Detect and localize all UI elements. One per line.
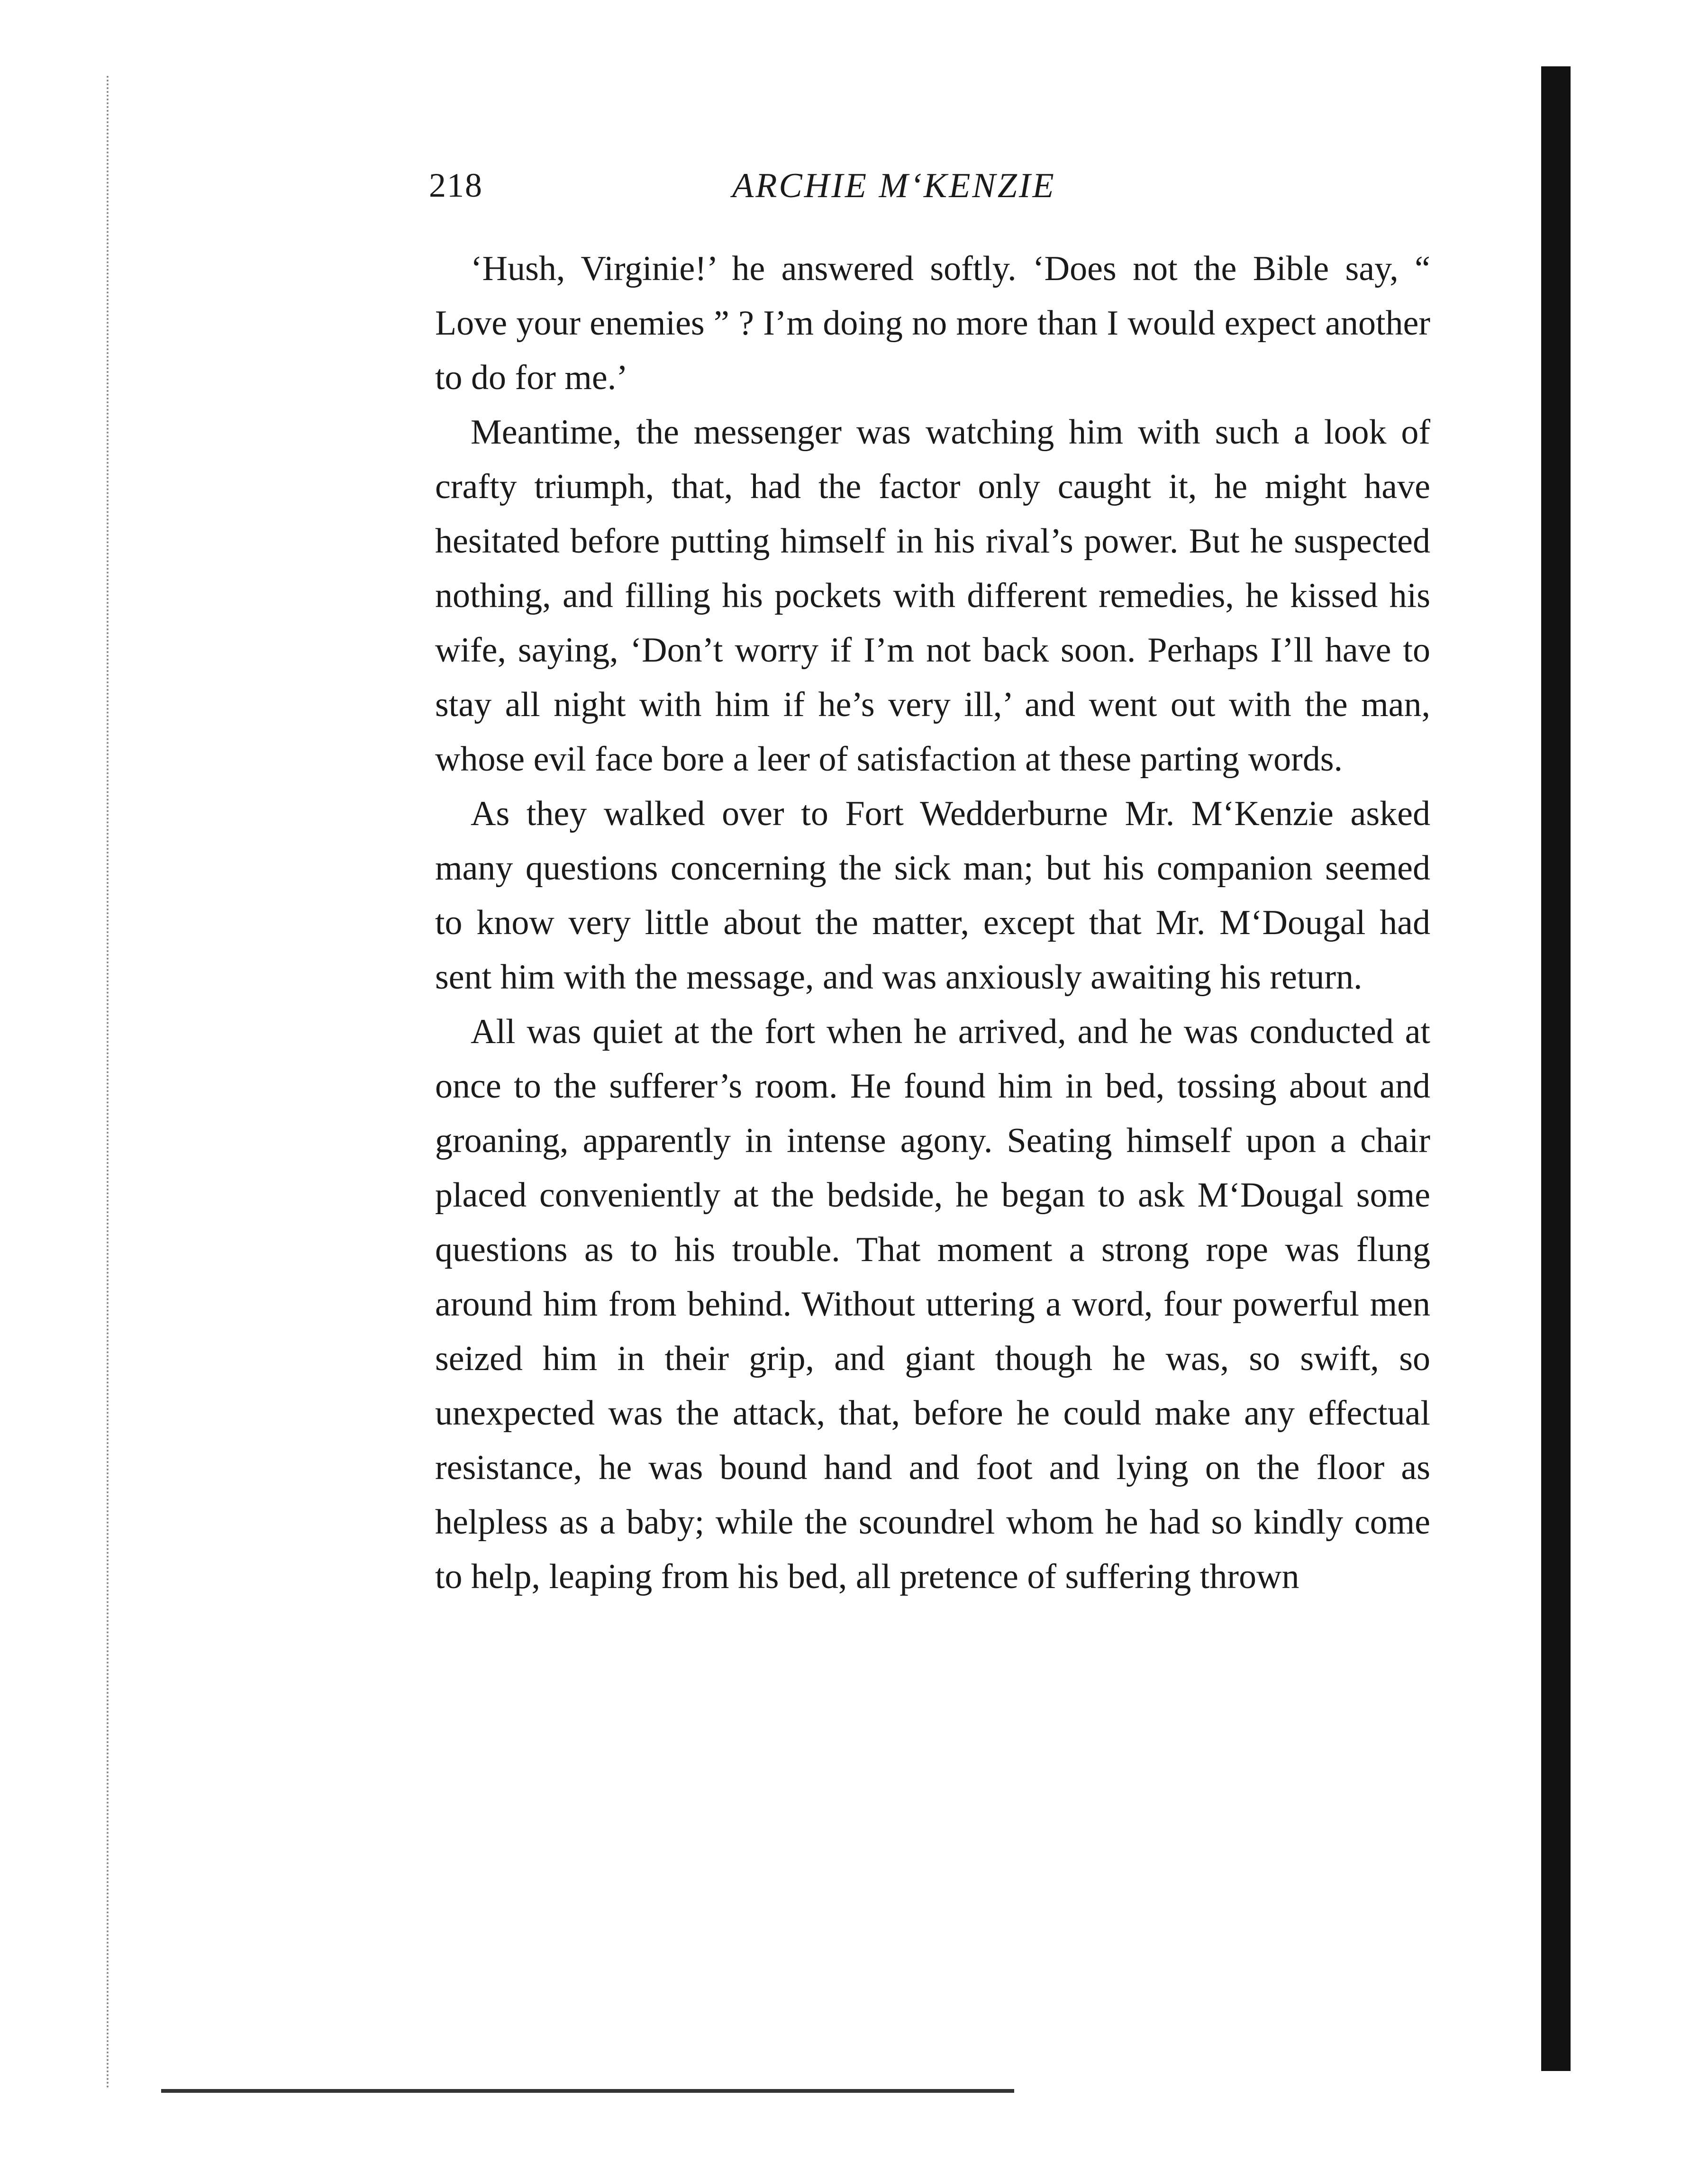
scan-edge-shadow bbox=[1541, 66, 1571, 2071]
left-margin-specks bbox=[107, 76, 118, 2090]
paragraph: ‘Hush, Virginie!’ he answered softly. ‘Does not the Bible say, “ Love your enemies ” ? I’m doing no more than I would expect another to do for me.’ bbox=[435, 249, 1430, 397]
page-header bbox=[429, 166, 1429, 223]
page-number: 218 bbox=[429, 166, 483, 204]
paragraph: Meantime, the messenger was watching him with such a look of crafty triumph, that, had the factor only caught it, he might have hesitated before putting himself in his rival’s power. But he suspected nothing, and filling his pockets with different remedies, he kissed his wife, saying, ‘Don’t worry if I’m not back soon. Perhaps I’ll have to stay all night with him if he’s very ill,’ and went out with the man, whose evil face bore a leer of satisfaction at these parting words. bbox=[435, 413, 1430, 779]
paragraph: As they walked over to Fort Wedderburne Mr. M‘Kenzie asked many questions concerning the sick man; but his companion seemed to know very little about the matter, except that Mr. M‘Dougal had sent him with the message, and was anxiously awaiting his return. bbox=[435, 794, 1430, 997]
scan-bottom-edge bbox=[161, 2089, 1014, 2093]
body-text bbox=[435, 242, 1430, 1604]
running-title: ARCHIE M‘KENZIE bbox=[732, 166, 1056, 205]
paragraph: All was quiet at the fort when he arrived, and he was conducted at once to the sufferer’s room. He found him in bed, tossing about and groaning, apparently in intense agony. Seating himself upon a chair placed conveniently at the bedside, he began to ask M‘Dougal some questions as to his trouble. That moment a strong rope was flung around him from behind. Without uttering a word, four powerful men seized him in their grip, and giant though he was, so swift, so unexpected was the attack, that, before he could make any effectual resistance, he was bound hand and foot and lying on the floor as helpless as a baby; while the scoundrel whom he had so kindly come to help, leaping from his bed, all pretence of suffering thrown bbox=[435, 1012, 1430, 1596]
